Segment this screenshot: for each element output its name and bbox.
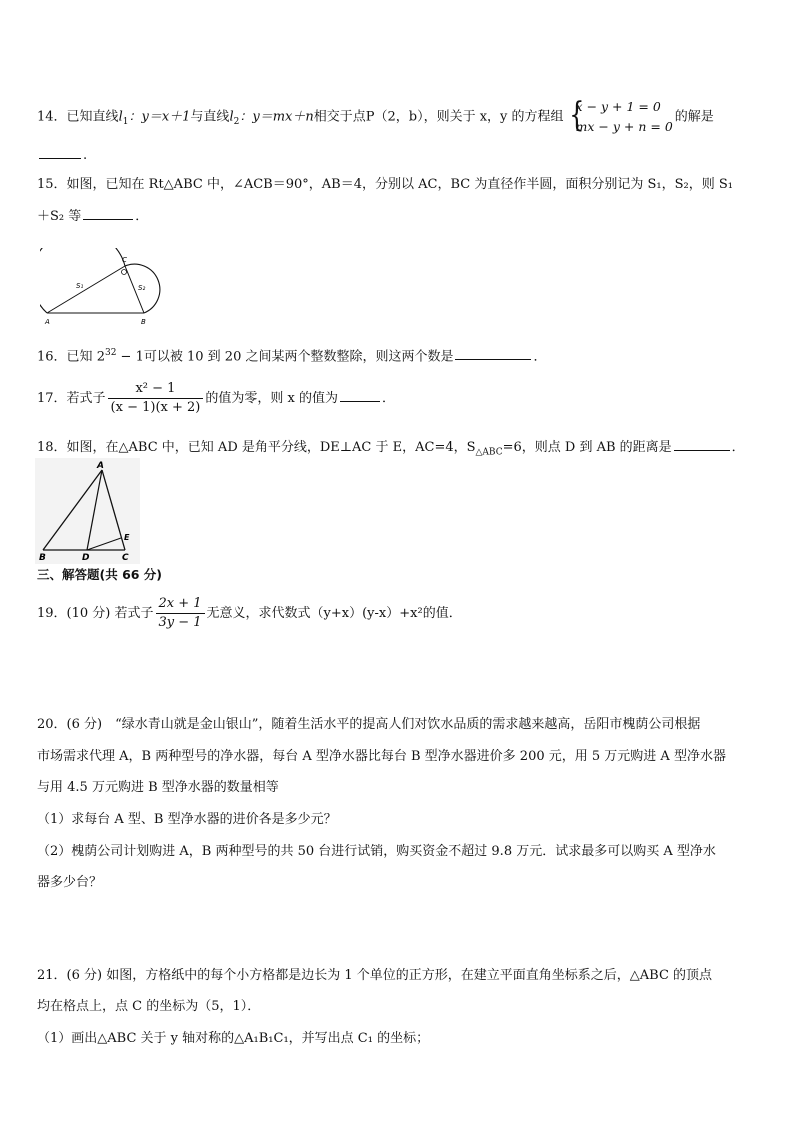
question-14 [37,97,764,137]
label-s2: S₂ [138,284,146,292]
q18-figure [35,458,140,564]
brace-symbol: { [568,95,584,135]
q15-tail: ． [135,209,149,224]
q20-sub1: （1）求每台 A 型、B 型净水器的进价各是多少元？ [37,812,337,827]
q18-text: 18．如图，在△ABC 中，已知 AD 是角平分线，DE⊥AC 于 E，AC=4，S [37,440,476,455]
q20-sub2-line1: （2）槐荫公司计划购进 A，B 两种型号的共 50 台进行试销，购买资金不超过 9.8 万元．试求最多可以购买 A 型净水 [37,844,716,859]
q18-answer-blank[interactable] [674,438,730,451]
label-b: B [141,318,146,326]
q17-answer-blank[interactable] [340,389,380,402]
question-16 [37,344,764,366]
q19-numerator: 2x + 1 [156,595,205,614]
question-19 [37,594,764,634]
question-18 [37,438,764,462]
q14-text2: 与直线 [190,109,230,125]
q14-l2-sub: 2 [233,117,240,128]
q19-number: 19．(10 分) 若式子 [37,606,154,621]
q14-l2-expr: ：y＝mx＋n [239,109,314,125]
q15-line1: 15．如图，已知在 Rt△ABC 中，∠ACB＝90°，AB＝4，分别以 AC，BC 为直径作半圆，面积分别记为 S₁，S₂，则 S₁ [37,177,733,192]
q14-l1-sub: 1 [122,117,129,128]
q14-number: 14． [37,109,67,125]
q17-number: 17．若式子 [37,391,106,406]
q21-sub1: （1）画出△ABC 关于 y 轴对称的△A₁B₁C₁，并写出点 C₁ 的坐标； [37,1031,430,1046]
q15-line2 [37,207,764,226]
q21-line1: 21．(6 分) 如图，方格纸中的每个小方格都是边长为 1 个单位的正方形，在建立平面直角坐标系之后，△ABC 的顶点 [37,968,713,983]
q16-expr: − 1 [116,349,144,365]
q16-number: 16．已知 [37,349,97,365]
q18-text2: =6，则点 D 到 AB 的距离是 [502,440,672,455]
label-b: B [39,553,46,563]
label-c: C [122,256,127,264]
q17-text: 的值为零，则 x 的值为 [205,391,338,406]
q20-line2: 市场需求代理 A，B 两种型号的净水器，每台 A 型净水器比每台 B 型净水器进价多 200 元，用 5 万元购进 A 型净水器 [37,749,726,764]
q14-point: P（2，b） [365,109,424,125]
semicircle-s1 [40,248,125,313]
section-3-heading: 三、解答题(共 66 分) [37,567,163,582]
q14-text5: 的解是 [674,109,714,125]
question-17 [37,380,764,417]
label-a: A [97,461,104,471]
q14-answer-blank[interactable] [39,146,81,159]
q17-tail: ． [381,391,395,406]
q16-answer-blank[interactable] [455,347,531,360]
q14-eq2: mx − y + n = 0 [575,119,673,134]
q16-exponent: 32 [104,348,117,358]
q14-l2: l [229,109,234,125]
right-angle-mark [122,270,127,275]
q14-answer-line [37,146,764,165]
q14-l1: l [118,109,123,125]
segment-ac [47,266,125,313]
q16-text: 可以被 10 到 20 之间某两个整数整除，则这两个数是 [143,349,454,365]
q17-fraction [108,380,204,417]
label-s1: S₁ [76,282,84,290]
q14-text: 已知直线 [66,109,119,125]
q19-denominator: 3y − 1 [158,615,202,630]
q16-tail: ． [533,349,547,365]
q19-text: 无意义，求代数式（y+x）(y-x）+x²的值． [206,606,462,621]
q14-equation-system [566,97,673,137]
q14-text4: ，则关于 x，y 的方程组 [423,109,564,125]
q17-denominator: (x − 1)(x + 2) [110,400,201,415]
q15-figure [40,248,180,328]
q20-line1: 20．(6 分) “绿水青山就是金山银山”，随着生活水平的提高人们对饮水品质的需求越来越高，岳阳市槐荫公司根据 [37,717,701,732]
q20-sub2-line2: 器多少台？ [37,875,103,890]
q16-base: 2 [96,349,105,365]
label-e: E [124,533,130,542]
label-d: D [82,553,90,563]
q14-text3: 相交于点 [313,109,366,125]
q19-fraction [156,595,205,632]
q14-l1-expr: ：y＝x＋1 [128,109,191,125]
q21-line2: 均在格点上，点 C 的坐标为（5，1）． [37,999,261,1014]
q17-numerator: x² − 1 [108,380,204,399]
q15-text: ＋S₂ 等 [37,209,82,224]
q20-line3: 与用 4.5 万元购进 B 型净水器的数量相等 [37,780,279,795]
q18-tail: ． [731,440,745,455]
q14-tail: . [83,148,88,163]
q18-sub: △ABC [475,447,503,458]
q15-answer-blank[interactable] [83,207,133,220]
q14-eq1: x − y + 1 = 0 [575,99,661,114]
label-c: C [122,553,129,563]
label-a: A [45,318,50,326]
